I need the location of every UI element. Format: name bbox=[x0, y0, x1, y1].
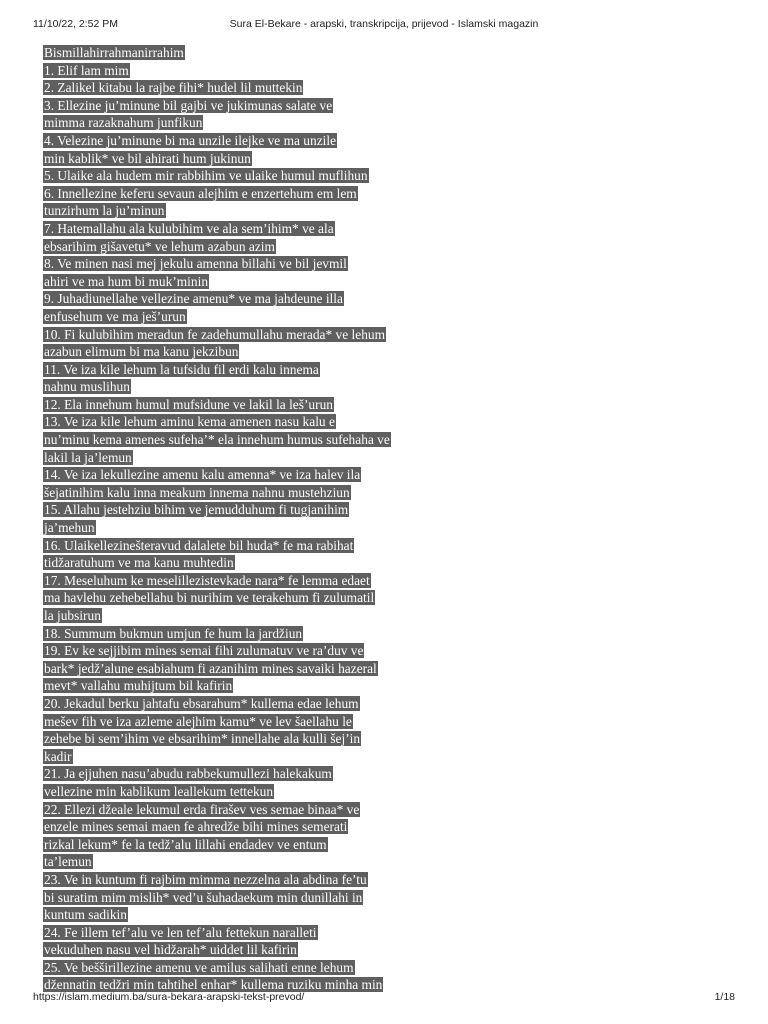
text-line-content: kadir bbox=[44, 748, 72, 764]
text-line bbox=[43, 836, 443, 854]
text-line-content: 7. Hatemallahu ala kulubihim ve ala sem’ihim* ve ala bbox=[44, 220, 334, 236]
text-line-content: enzele mines semai maen fe ahredže bihi mines semerati bbox=[44, 819, 348, 835]
text-line-content: mimma razaknahum junfikun bbox=[44, 115, 203, 131]
text-line-content: Bismillahirrahmanirrahim bbox=[44, 45, 184, 60]
text-line-content: ma havlehu zehebellahu bi nurihim ve terakehum fi zulumatil bbox=[44, 590, 375, 606]
text-line bbox=[43, 589, 443, 607]
text-line bbox=[43, 783, 443, 801]
text-line bbox=[43, 132, 443, 150]
text-line-content: vellezine min kablikum leallekum tettekun bbox=[44, 783, 274, 799]
text-line-content: 1. Elif lam mim bbox=[44, 62, 129, 78]
text-line-content: nahnu muslihun bbox=[44, 379, 130, 395]
text-line bbox=[43, 449, 443, 467]
text-line-content: 23. Ve in kuntum fi rajbim mimma nezzelna ala abdina fe’tu bbox=[44, 871, 367, 887]
text-line-content: 25. Ve bešširillezine amenu ve amilus salihati enne lehum bbox=[44, 959, 354, 975]
text-line-content: 24. Fe illem tef’alu ve len tef’alu fettekun naralleti bbox=[44, 924, 317, 940]
text-line-content: ebsarihim gišavetu* ve lehum azabun azim bbox=[44, 238, 275, 254]
text-line bbox=[43, 941, 443, 959]
text-line bbox=[43, 713, 443, 731]
text-line-content: 12. Ela innehum humul mufsidune ve lakil la leš’urun bbox=[44, 396, 333, 412]
text-line-content: džennatin tedžri min tahtihel enhar* kullema ruziku minha min bbox=[44, 977, 383, 993]
text-line bbox=[43, 238, 443, 256]
text-line bbox=[43, 255, 443, 273]
page-title: Sura El-Bekare - arapski, transkripcija, prijevod - Islamski magazin bbox=[229, 18, 539, 30]
text-line bbox=[43, 572, 443, 590]
text-line-content: 3. Ellezine ju’minune bil gajbi ve jukimunas salate ve bbox=[44, 97, 333, 113]
text-line-content: 11. Ve iza kile lehum la tufsidu fil erdi kalu innema bbox=[44, 361, 319, 377]
text-line-content: rizkal lekum* fe la tedž’alu lillahi endadev ve entum bbox=[44, 836, 327, 852]
text-line bbox=[43, 959, 443, 977]
text-line bbox=[43, 695, 443, 713]
text-line bbox=[43, 185, 443, 203]
text-line bbox=[43, 431, 443, 449]
text-line-content: 4. Velezine ju’minune bi ma unzile ilejke ve ma unzile bbox=[44, 132, 337, 148]
sura-text bbox=[43, 44, 443, 994]
text-line bbox=[43, 202, 443, 220]
text-line-content: 13. Ve iza kile lehum aminu kema amenen nasu kalu e bbox=[44, 414, 335, 430]
text-line bbox=[43, 413, 443, 431]
text-line bbox=[43, 519, 443, 537]
text-line-content: 22. Ellezi džeale lekumul erda firašev ves semae binaa* ve bbox=[44, 801, 360, 817]
text-line-content: 21. Ja ejjuhen nasu’abudu rabbekumullezi halekakum bbox=[44, 766, 332, 782]
text-line bbox=[43, 150, 443, 168]
text-line bbox=[43, 625, 443, 643]
text-line-content: mevt* vallahu muhijtum bil kafirin bbox=[44, 678, 233, 694]
text-line bbox=[43, 220, 443, 238]
text-line-content: tunzirhum la ju’minun bbox=[44, 203, 165, 219]
text-line-content: vekuduhen nasu vel hidžarah* uiddet lil kafirin bbox=[44, 942, 297, 958]
text-line-content: 15. Allahu jestehziu bihim ve jemudduhum fi tugjanihim bbox=[44, 502, 349, 518]
text-line bbox=[43, 273, 443, 291]
text-line-content: 8. Ve minen nasi mej jekulu amenna billahi ve bil jevmil bbox=[44, 256, 347, 272]
text-line bbox=[43, 308, 443, 326]
text-line-content: 5. Ulaike ala hudem mir rabbihim ve ulaike humul muflihun bbox=[44, 168, 368, 184]
text-line bbox=[43, 396, 443, 414]
text-line-content: 10. Fi kulubihim meradun fe zadehumullahu merada* ve lehum bbox=[44, 326, 385, 342]
text-line-content: šejatinihim kalu inna meakum innema nahnu mustehziun bbox=[44, 484, 350, 500]
text-line-content: tidžaratuhum ve ma kanu muhtedin bbox=[44, 555, 234, 571]
text-line bbox=[43, 871, 443, 889]
print-datetime: 11/10/22, 2:52 PM bbox=[33, 18, 119, 30]
text-line bbox=[43, 801, 443, 819]
text-line-content: bi suratim mim mislih* ved’u šuhadaekum min dunillahi in bbox=[44, 889, 363, 905]
text-line bbox=[43, 730, 443, 748]
text-line bbox=[43, 677, 443, 695]
text-line-content: ja’mehun bbox=[44, 520, 95, 536]
text-line-content: 2. Zalikel kitabu la rajbe fihi* hudel lil muttekin bbox=[44, 80, 303, 96]
text-line-content: 6. Innellezine keferu sevaun alejhim e enzertehum em lem bbox=[44, 185, 357, 201]
text-line-content: 16. Ulaikellezinešteravud dalalete bil huda* fe ma rabihat bbox=[44, 537, 354, 553]
text-line bbox=[43, 765, 443, 783]
text-line-content: la jubsirun bbox=[44, 608, 101, 623]
text-line-content: bark* jedž’alune esabiahum fi azanihim mines savaiki hazeral bbox=[44, 660, 377, 676]
text-line bbox=[43, 607, 443, 625]
text-line-content: mešev fih ve iza azleme alejhim kamu* ve lev šaellahu le bbox=[44, 713, 352, 729]
text-line bbox=[43, 660, 443, 678]
text-line-content: 9. Juhadiunellahe vellezine amenu* ve ma jahdeune illa bbox=[44, 291, 343, 307]
text-line bbox=[43, 501, 443, 519]
text-line bbox=[43, 924, 443, 942]
text-line bbox=[43, 361, 443, 379]
text-line-content: ahiri ve ma hum bi muk’minin bbox=[44, 273, 209, 289]
text-line-content: kuntum sadikin bbox=[44, 907, 127, 923]
text-line bbox=[43, 97, 443, 115]
text-line bbox=[43, 537, 443, 555]
page-number: 1/18 bbox=[714, 991, 735, 1003]
text-line bbox=[43, 114, 443, 132]
text-line bbox=[43, 748, 443, 766]
text-line-content: lakil la ja’lemun bbox=[44, 449, 132, 465]
text-line-content: enfusehum ve ma ješ’urun bbox=[44, 308, 186, 324]
text-line-content: nu’minu kema amenes sufeha’* ela innehum humus sufehaha ve bbox=[44, 432, 390, 448]
text-line-content: azabun elimum bi ma kanu jekzibun bbox=[44, 344, 239, 360]
text-line-content: 17. Meseluhum ke meselillezistevkade nara* fe lemma edaet bbox=[44, 572, 370, 588]
text-line bbox=[43, 818, 443, 836]
text-line-content: ta’lemun bbox=[44, 854, 92, 870]
text-line bbox=[43, 853, 443, 871]
text-line bbox=[43, 62, 443, 80]
text-line-content: min kablik* ve bil ahirati hum jukinun bbox=[44, 150, 251, 166]
text-line-content: 14. Ve iza lekullezine amenu kalu amenna* ve iza halev ila bbox=[44, 467, 361, 483]
text-line-content: 20. Jekadul berku jahtafu ebsarahum* kullema edae lehum bbox=[44, 695, 359, 711]
text-line bbox=[43, 466, 443, 484]
text-line bbox=[43, 343, 443, 361]
text-line bbox=[43, 326, 443, 344]
text-line bbox=[43, 79, 443, 97]
text-line bbox=[43, 906, 443, 924]
text-line bbox=[43, 889, 443, 907]
text-line-content: 19. Ev ke sejjibim mines semai fihi zulumatuv ve ra’duv ve bbox=[44, 643, 364, 659]
text-line bbox=[43, 167, 443, 185]
text-line bbox=[43, 554, 443, 572]
text-line bbox=[43, 290, 443, 308]
text-line bbox=[43, 642, 443, 660]
text-line bbox=[43, 44, 443, 62]
text-line bbox=[43, 378, 443, 396]
footer-url[interactable]: https://islam.medium.ba/sura-bekara-arapski-tekst-prevod/ bbox=[33, 991, 305, 1003]
text-line-content: 18. Summum bukmun umjun fe hum la jardžiun bbox=[44, 625, 303, 641]
text-line bbox=[43, 484, 443, 502]
text-line-content: zehebe bi sem’ihim ve ebsarihim* innellahe ala kulli šej’in bbox=[44, 731, 361, 747]
